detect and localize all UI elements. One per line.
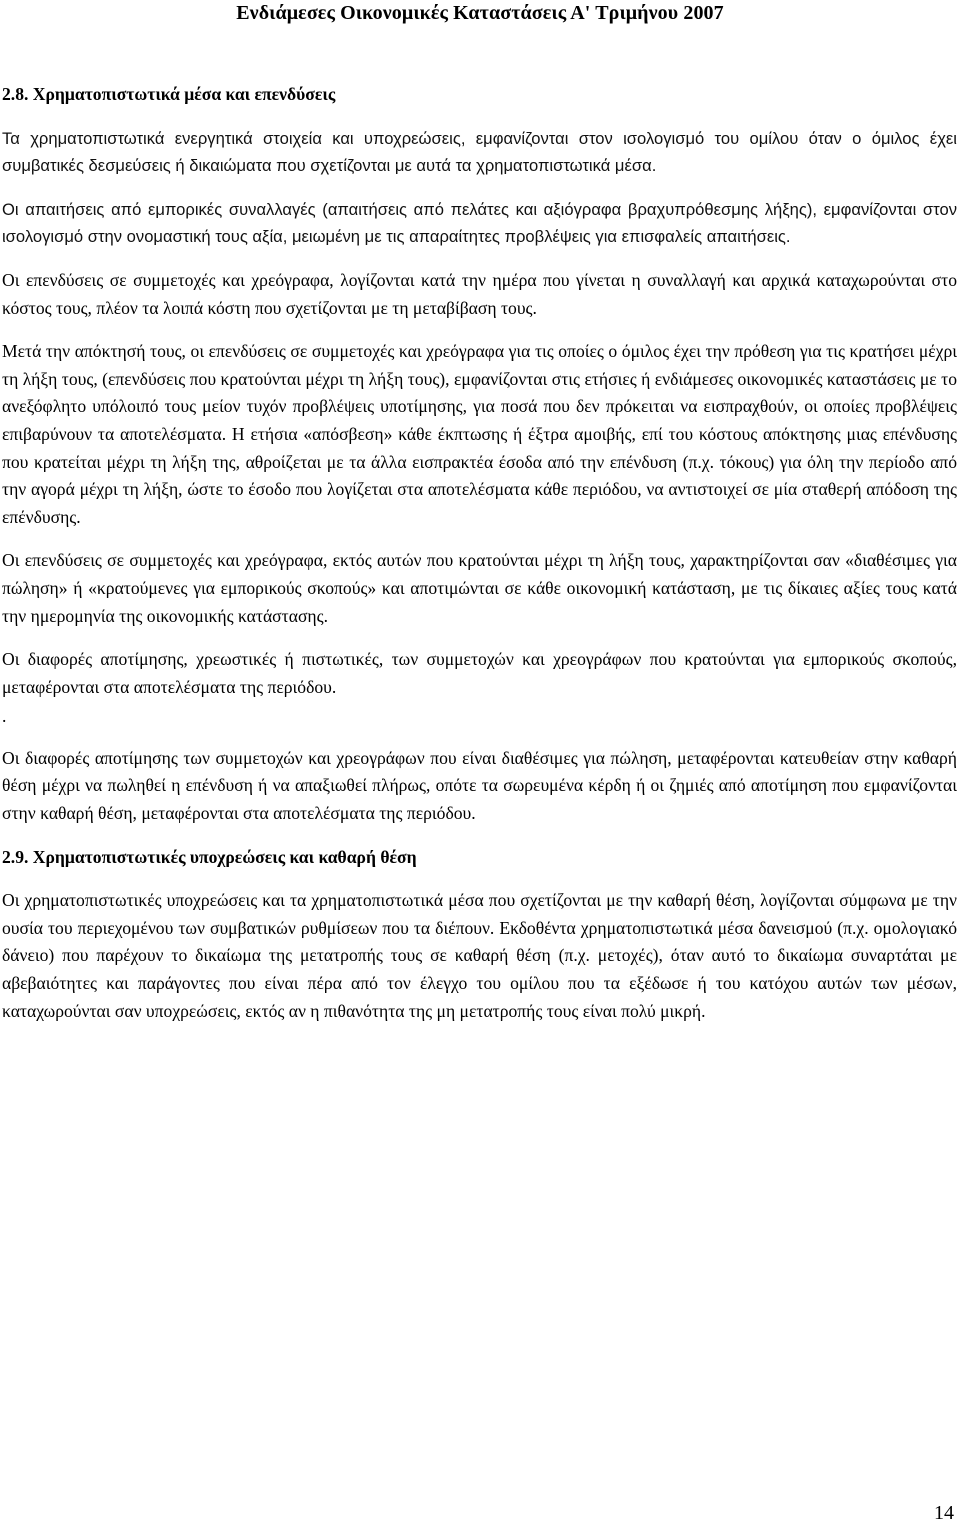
document-body — [2, 81, 957, 1041]
paragraph: Οι επενδύσεις σε συμμετοχές και χρεόγραφα, λογίζονται κατά την ημέρα που γίνεται η συναλλαγή και αρχικά καταχωρούνται στο κόστος τους, πλέον τα λοιπά κόστη που σχετίζονται με τη μεταβίβαση τους. — [2, 269, 957, 318]
section-heading-2-8: 2.8. Χρηματοπιστωτικά μέσα και επενδύσεις — [2, 84, 336, 104]
paragraph: Οι απαιτήσεις από εμπορικές συναλλαγές (απαιτήσεις από πελάτες και αξιόγραφα βραχυπρόθεσμης λήξης), εμφανίζονται στον ισολογισμό στην ονομαστική τους αξία, μειωμένη με τις απαραίτητες προβλέψεις για επισφαλείς απαιτήσεις. — [2, 199, 957, 247]
paragraph: Οι διαφορές αποτίμησης των συμμετοχών και χρεογράφων που είναι διαθέσιμες για πώληση, μεταφέρονται κατευθείαν στην καθαρή θέση μέχρι να πωληθεί η επένδυση ή να απαξιωθεί πλήρως, οπότε τα σωρευμένα κέρδη ή οι ζημιές από αποτίμηση που εμφανίζονται στην καθαρή θέση, μεταφέρονται στα αποτελέσματα της περιόδου. — [2, 747, 957, 824]
paragraph: Οι διαφορές αποτίμησης, χρεωστικές ή πιστωτικές, των συμμετοχών και χρεογράφων που κρατούνται για εμπορικούς σκοπούς, μεταφέρονται στα αποτελέσματα της περιόδου. — [2, 649, 957, 697]
paragraph: Τα χρηματοπιστωτικά ενεργητικά στοιχεία και υποχρεώσεις, εμφανίζονται στον ισολογισμό του ομίλου όταν ο όμιλος έχει συμβατικές δεσμεύσεις ή δικαιώματα που σχετίζονται με αυτά τα χρηματοπιστωτικά μέσα. — [2, 128, 957, 176]
running-header: Ενδιάμεσες Οικονομικές Καταστάσεις Α' Τριμήνου 2007 — [236, 2, 724, 24]
page-number: 14 — [934, 1502, 954, 1524]
section-heading-2-9: 2.9. Χρηματοπιστωτικές υποχρεώσεις και καθαρή θέση — [2, 846, 417, 867]
paragraph: Μετά την απόκτησή τους, οι επενδύσεις σε συμμετοχές και χρεόγραφα για τις οποίες ο όμιλος έχει την πρόθεση για τις κρατήσει μέχρι τη λήξη τους, (επενδύσεις που κρατούνται μέχρι τη λήξη τους), εμφανίζονται στις ετήσιες ή ενδιάμεσες οικονομικές καταστάσεις με το ανεξόφλητο υπόλοιπό τους μείον τυχόν προβλέψεις υποτίμησης, για ποσά που δεν πρόκειται να εισπραχθούν, οι οποίες προβλέψεις επιβαρύνουν τα αποτελέσματα. Η ετήσια «απόσβεση» κάθε έκπτωσης ή έξτρα αμοιβής, επί του κόστους απόκτησης μιας επένδυσης που κρατείται μέχρι τη λήξη της, αθροίζεται με τα άλλα εισπρακτέα έσοδα από την επένδυση (π.χ. τόκους) για όλη την περίοδο από την αγορά μέχρι τη λήξη, ώστε το έσοδο που λογίζεται στα αποτελέσματα κάθε περιόδου, να αντιστοιχεί σε μία σταθερή απόδοση της επένδυσης. — [2, 341, 957, 527]
stray-period: . — [2, 706, 7, 727]
paragraph: Οι επενδύσεις σε συμμετοχές και χρεόγραφα, εκτός αυτών που κρατούνται μέχρι τη λήξη τους, χαρακτηρίζονται σαν «διαθέσιμες για πώληση» ή «κρατούμενες για εμπορικούς σκοπούς» και αποτιμώνται σε κάθε οικονομική κατάσταση, με τις δίκαιες αξίες τους κατά την ημερομηνία της οικονομικής κατάστασης. — [2, 550, 957, 626]
paragraph: Οι χρηματοπιστωτικές υποχρεώσεις και τα χρηματοπιστωτικά μέσα που σχετίζονται με την καθαρή θέση, λογίζονται σύμφωνα με την ουσία του περιεχομένου των συμβατικών ρυθμίσεων που τα διέπουν. Εκδοθέντα χρηματοπιστωτικά μέσα δανεισμού (π.χ. ομολογιακό δάνειο) που παρέχουν το δικαίωμα της μετατροπής τους σε καθαρή θέση (π.χ. μετοχές), όταν αυτό το δικαίωμα συναρτάται με αβεβαιότητες και παράγοντες που είναι πέρα από τον έλεγχο του ομίλου που τα εξέδωσε ή του κατόχου αυτών των μέσων, καταχωρούνται σαν υποχρεώσεις, εκτός αν η πιθανότητα της μη μετατροπής τους είναι πολύ μικρή. — [2, 890, 957, 1021]
